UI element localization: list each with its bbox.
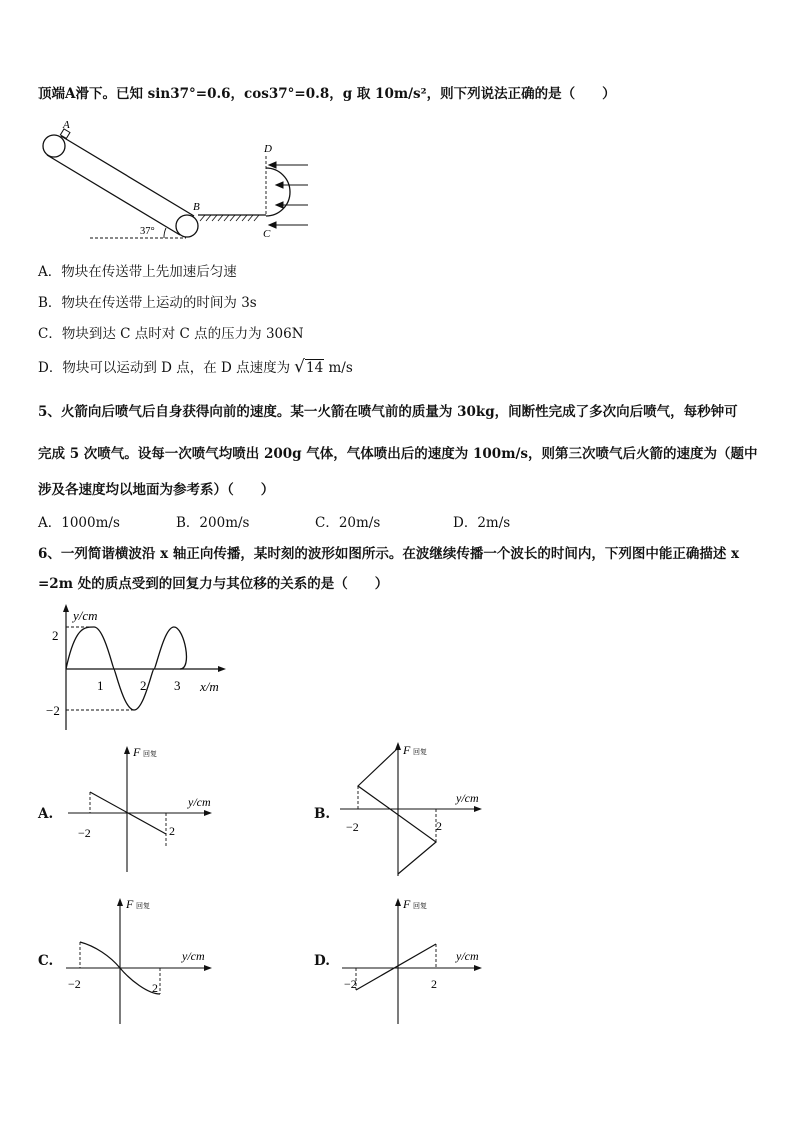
q4-option-c: C．物块到达 C 点时对 C 点的压力为 306N xyxy=(38,326,304,342)
q5-option-d: D．2m/s xyxy=(453,515,511,531)
wave-tick-y-pos: 2 xyxy=(52,628,59,643)
choice-d-letter: D. xyxy=(314,953,330,969)
choice-b-pos: 2 xyxy=(436,819,442,833)
wave-tick-y-neg: −2 xyxy=(46,703,60,718)
choice-a-letter: A. xyxy=(38,806,54,822)
choice-d-flabel: F xyxy=(403,897,411,911)
choice-d-graph xyxy=(330,894,510,1026)
q6-wave-figure xyxy=(40,602,240,732)
q6-line-1: 6、一列简谐横波沿 x 轴正向传播，某时刻的波形如图所示。在波继续传播一个波长的时间内，下列图中能正确描述 x xyxy=(38,546,740,562)
choice-d-pos: 2 xyxy=(431,977,437,991)
choice-c-fsub: 回复 xyxy=(136,902,150,910)
label-d: D xyxy=(264,143,272,155)
choice-a-flabel: F xyxy=(133,745,141,759)
angle-label: 37° xyxy=(140,226,155,237)
q4-option-d xyxy=(38,356,353,377)
choice-a-ylabel: y/cm xyxy=(188,795,211,809)
choice-c-neg: −2 xyxy=(68,977,81,991)
choice-d-neg: −2 xyxy=(344,977,357,991)
choice-c-pos: 2 xyxy=(152,981,158,995)
choice-b-fsub: 回复 xyxy=(413,748,427,756)
q5-option-b: B．200m/s xyxy=(176,515,250,531)
choice-d-ylabel: y/cm xyxy=(456,949,479,963)
choice-a-graph xyxy=(60,742,240,874)
q5-line-3: 涉及各速度均以地面为参考系）（ ） xyxy=(38,482,275,498)
choice-b-letter: B. xyxy=(314,806,331,822)
wave-tick-x-2: 2 xyxy=(140,678,147,693)
q4-conveyor-figure xyxy=(38,118,328,248)
wave-tick-x-3: 3 xyxy=(174,678,181,693)
label-b: B xyxy=(193,201,200,213)
choice-a-neg: −2 xyxy=(78,826,91,840)
sqrt-symbol: √14 xyxy=(294,357,324,377)
choice-b-neg: −2 xyxy=(346,820,359,834)
label-a: A xyxy=(63,119,70,131)
q4-intro: 顶端A滑下。已知 sin37°=0.6，cos37°=0.8，g 取 10m/s²，则下列说法正确的是（ ） xyxy=(38,86,616,102)
q4-option-a: A．物块在传送带上先加速后匀速 xyxy=(38,264,237,280)
choice-c-graph xyxy=(60,894,240,1026)
q6-line-2: =2m 处的质点受到的回复力与其位移的关系的是（ ） xyxy=(38,576,389,592)
q4-option-d-text: D．物块可以运动到 D 点，在 D 点速度为 xyxy=(38,360,291,376)
wave-xlabel: x/m xyxy=(200,679,219,694)
choice-c-letter: C. xyxy=(38,953,54,969)
wave-ylabel: y/cm xyxy=(73,608,98,623)
wave-tick-x-1: 1 xyxy=(97,678,104,693)
choice-a-pos: 2 xyxy=(169,824,175,838)
choice-b-ylabel: y/cm xyxy=(456,791,479,805)
q4-option-d-unit: m/s xyxy=(328,360,353,376)
choice-d-fsub: 回复 xyxy=(413,902,427,910)
q4-option-b: B．物块在传送带上运动的时间为 3s xyxy=(38,295,257,311)
q5-line-1: 5、火箭向后喷气后自身获得向前的速度。某一火箭在喷气前的质量为 30kg，间断性完成了多次向后喷气，每秒钟可 xyxy=(38,404,738,420)
label-c: C xyxy=(263,228,271,240)
choice-a-fsub: 回复 xyxy=(143,750,157,758)
choice-c-ylabel: y/cm xyxy=(182,949,205,963)
q5-option-c: C．20m/s xyxy=(315,515,381,531)
q5-line-2: 完成 5 次喷气。设每一次喷气均喷出 200g 气体，气体喷出后的速度为 100m/s，则第三次喷气后火箭的速度为（题中 xyxy=(38,446,758,462)
sqrt-radicand: 14 xyxy=(305,360,324,376)
choice-c-flabel: F xyxy=(126,897,134,911)
q5-option-a: A．1000m/s xyxy=(38,515,120,531)
choice-b-graph xyxy=(330,738,510,878)
choice-b-flabel: F xyxy=(403,743,411,757)
